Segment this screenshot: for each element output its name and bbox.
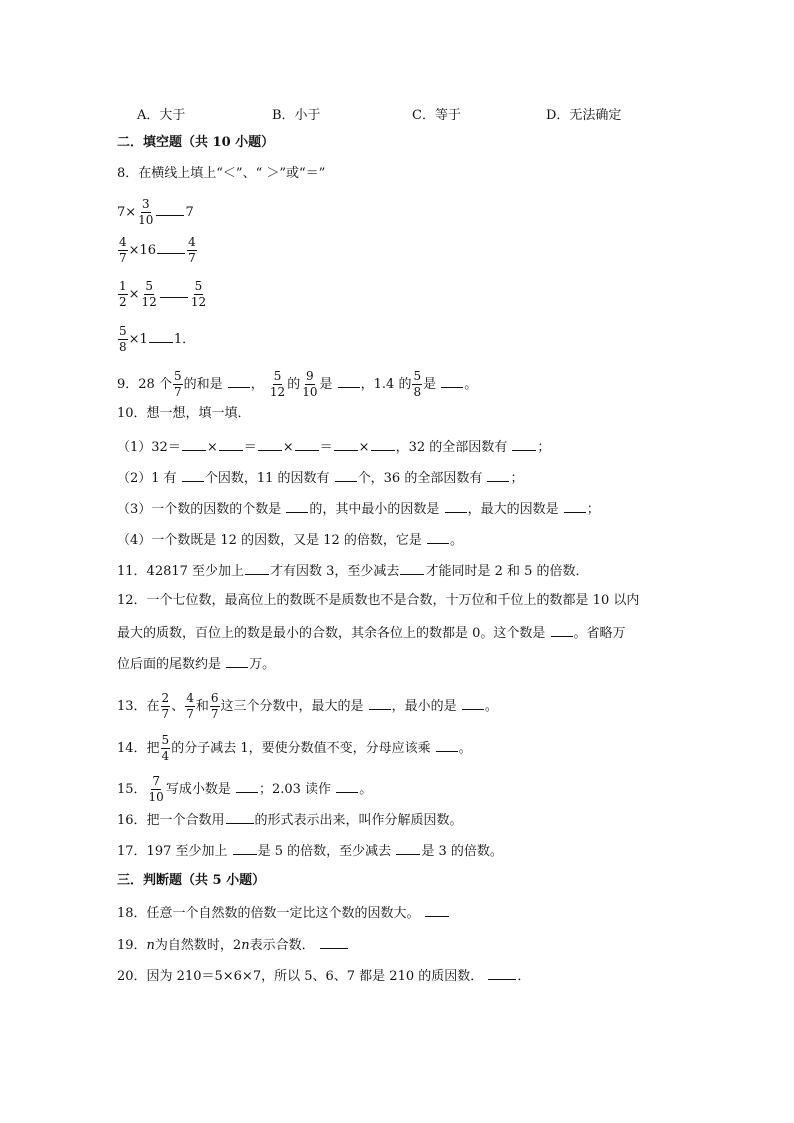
numerator: 4 bbox=[188, 235, 196, 249]
question-8-row-4 bbox=[117, 325, 195, 354]
question-text: 的，其中最小的因数是 bbox=[309, 502, 440, 517]
question-16 bbox=[117, 811, 463, 829]
section-title-true-false: 三．判断题（共 5 小题） bbox=[117, 873, 266, 888]
question-text: ，最大的因数是 bbox=[467, 502, 559, 517]
fraction bbox=[118, 236, 128, 265]
numerator: 6 bbox=[210, 691, 219, 705]
answer-blank[interactable] bbox=[369, 697, 391, 710]
fraction bbox=[187, 236, 197, 265]
fraction bbox=[412, 370, 422, 399]
question-10-part-3 bbox=[117, 500, 600, 518]
fraction bbox=[118, 280, 128, 309]
answer-blank[interactable] bbox=[488, 967, 516, 980]
question-19 bbox=[117, 936, 349, 954]
question-text: ； bbox=[537, 440, 551, 455]
answer-blank[interactable] bbox=[182, 438, 206, 451]
question-text: 13．在 bbox=[117, 699, 160, 714]
question-12-line-2 bbox=[117, 624, 626, 642]
answer-blank[interactable] bbox=[226, 811, 254, 824]
question-text: ； bbox=[586, 502, 600, 517]
fraction bbox=[190, 280, 207, 309]
denominator: 7 bbox=[119, 251, 127, 265]
question-text: ， bbox=[250, 377, 264, 392]
fraction bbox=[210, 692, 220, 721]
question-11 bbox=[117, 562, 589, 580]
question-text: 11．42817 至少加上 bbox=[117, 564, 245, 579]
fraction bbox=[269, 370, 286, 399]
question-text: 。 bbox=[464, 377, 478, 392]
fraction bbox=[173, 370, 183, 399]
denominator: 12 bbox=[141, 295, 157, 309]
fraction bbox=[137, 198, 154, 227]
answer-blank[interactable] bbox=[338, 375, 360, 388]
question-text: （4）一个数既是 12 的因数，又是 12 的倍数，它是 bbox=[117, 533, 422, 548]
option-b[interactable]: B．小于 bbox=[272, 108, 321, 123]
numerator: 4 bbox=[186, 691, 194, 705]
question-text: 17．197 至少加上 bbox=[117, 844, 228, 859]
question-text: 和 bbox=[195, 699, 209, 714]
answer-blank[interactable] bbox=[371, 438, 395, 451]
answer-blank[interactable] bbox=[334, 438, 358, 451]
question-20 bbox=[117, 967, 530, 985]
question-text: ＝ bbox=[319, 440, 333, 455]
question-text: 这三个分数中，最大的是 bbox=[220, 699, 364, 714]
question-text: 16．把一个合数用 bbox=[117, 813, 225, 828]
numerator: 5 bbox=[145, 279, 153, 293]
expr-text: 1． bbox=[173, 332, 196, 347]
question-8-stem: 8．在横线上填上“＜”、“ ＞”或“＝” bbox=[117, 166, 326, 181]
answer-blank[interactable] bbox=[436, 739, 458, 752]
answer-blank[interactable] bbox=[396, 842, 420, 855]
question-text: 。 bbox=[359, 782, 373, 797]
variable-n: n bbox=[241, 938, 250, 953]
numerator: 3 bbox=[141, 197, 150, 211]
question-text: ，1.4 的 bbox=[360, 377, 412, 392]
question-text: × bbox=[358, 440, 370, 455]
fraction bbox=[118, 325, 128, 354]
question-text: × bbox=[206, 440, 218, 455]
question-text: 位后面的尾数约是 bbox=[117, 657, 222, 672]
question-text: 的和是 bbox=[183, 377, 223, 392]
question-text: ． bbox=[517, 969, 531, 984]
question-text: （1）32＝ bbox=[117, 440, 181, 455]
question-text: ；2.03 读作 bbox=[258, 782, 332, 797]
question-text: 最大的质数，百位上的数是最小的合数，其余各位上的数都是 0。这个数是 bbox=[117, 626, 546, 641]
numerator: 2 bbox=[161, 691, 170, 705]
question-10-part-4 bbox=[117, 531, 463, 549]
question-text: 的形式表示出来，叫作分解质因数。 bbox=[254, 813, 463, 828]
answer-blank[interactable] bbox=[295, 438, 319, 451]
answer-blank[interactable] bbox=[226, 655, 248, 668]
answer-blank[interactable] bbox=[425, 904, 449, 917]
question-text: 。省略万 bbox=[573, 626, 626, 641]
answer-blank[interactable] bbox=[320, 936, 348, 949]
question-12-line-1: 12．一个七位数，最高位上的数既不是质数也不是合数，十万位和千位上的数都是 10 以内 bbox=[117, 593, 640, 608]
question-text: 表示合数． bbox=[249, 938, 315, 953]
answer-blank[interactable] bbox=[286, 500, 308, 513]
expr-text: 7 bbox=[185, 205, 194, 220]
answer-blank[interactable] bbox=[445, 500, 467, 513]
denominator: 10 bbox=[138, 213, 154, 227]
question-text: 9．28 个 bbox=[117, 377, 172, 392]
question-13 bbox=[117, 692, 498, 721]
answer-blank[interactable] bbox=[487, 469, 509, 482]
numerator: 5 bbox=[194, 279, 203, 293]
question-text: 。 bbox=[458, 741, 472, 756]
answer-blank[interactable] bbox=[233, 842, 257, 855]
denominator: 2 bbox=[119, 295, 127, 309]
question-18 bbox=[117, 904, 450, 922]
answer-blank[interactable] bbox=[462, 697, 484, 710]
question-9 bbox=[117, 370, 477, 399]
question-8-row-3 bbox=[117, 280, 208, 309]
denominator: 10 bbox=[302, 385, 318, 399]
answer-blank[interactable] bbox=[512, 438, 536, 451]
question-text: 是 bbox=[423, 377, 437, 392]
denominator: 7 bbox=[173, 385, 182, 399]
question-text: 14．把 bbox=[117, 741, 160, 756]
numerator: 5 bbox=[173, 369, 182, 383]
question-text: 才有因数 3，至少减去 bbox=[270, 564, 400, 579]
question-text: 写成小数是 bbox=[165, 782, 231, 797]
answer-blank[interactable] bbox=[400, 562, 424, 575]
numerator: 5 bbox=[119, 324, 127, 338]
fraction bbox=[141, 280, 158, 309]
answer-blank[interactable] bbox=[258, 438, 282, 451]
denominator: 7 bbox=[210, 707, 219, 721]
question-text: 才能同时是 2 和 5 的倍数． bbox=[425, 564, 589, 579]
expr-text: ×16 bbox=[128, 243, 157, 258]
fraction bbox=[148, 775, 165, 804]
question-8-row-2 bbox=[117, 236, 198, 265]
question-text: 20．因为 210＝5×6×7，所以 5、6、7 都是 210 的质因数． bbox=[117, 969, 484, 984]
answer-blank[interactable] bbox=[564, 500, 586, 513]
question-text: 15． bbox=[117, 782, 147, 797]
numerator: 1 bbox=[119, 279, 127, 293]
numerator: 5 bbox=[273, 369, 282, 383]
fraction bbox=[161, 734, 171, 763]
answer-blank[interactable] bbox=[160, 285, 188, 298]
question-10-part-2 bbox=[117, 469, 524, 487]
question-text: 的分子减去 1，要使分数值不变，分母应该乘 bbox=[171, 741, 431, 756]
question-10-stem: 10．想一想，填一填． bbox=[117, 406, 251, 421]
question-text: ； bbox=[510, 471, 524, 486]
answer-blank[interactable] bbox=[157, 241, 185, 254]
answer-blank[interactable] bbox=[336, 780, 358, 793]
option-a[interactable]: A．大于 bbox=[137, 108, 186, 123]
fraction bbox=[185, 692, 195, 721]
question-text: 是 3 的倍数。 bbox=[421, 844, 503, 859]
answer-blank[interactable] bbox=[236, 780, 258, 793]
question-text: ＝ bbox=[243, 440, 257, 455]
question-text: 万。 bbox=[249, 657, 276, 672]
question-text: × bbox=[282, 440, 294, 455]
denominator: 7 bbox=[161, 707, 170, 721]
numerator: 5 bbox=[161, 733, 170, 747]
answer-blank[interactable] bbox=[182, 469, 204, 482]
answer-blank[interactable] bbox=[245, 562, 269, 575]
answer-blank[interactable] bbox=[156, 203, 184, 216]
answer-blank[interactable] bbox=[335, 469, 357, 482]
section-title-fill-blank: 二．填空题（共 10 小题） bbox=[117, 135, 275, 150]
fraction bbox=[301, 370, 318, 399]
question-text: 为自然数时，2 bbox=[154, 938, 242, 953]
question-text: ，最小的是 bbox=[391, 699, 457, 714]
answer-blank[interactable] bbox=[551, 624, 573, 637]
denominator: 12 bbox=[269, 385, 286, 399]
question-text: 。 bbox=[484, 699, 498, 714]
denominator: 4 bbox=[161, 749, 170, 763]
question-text: （2）1 有 bbox=[117, 471, 177, 486]
question-text: 、 bbox=[171, 699, 185, 714]
option-d[interactable]: D．无法确定 bbox=[546, 108, 622, 123]
question-text: ，32 的全部因数有 bbox=[395, 440, 508, 455]
numerator: 7 bbox=[152, 774, 160, 788]
denominator: 12 bbox=[190, 295, 207, 309]
answer-blank[interactable] bbox=[219, 438, 243, 451]
expr-text: × bbox=[128, 287, 140, 302]
question-text: （3）一个数的因数的个数是 bbox=[117, 502, 282, 517]
question-10-part-1 bbox=[117, 438, 550, 456]
numerator: 9 bbox=[306, 369, 314, 383]
question-text: 是 bbox=[319, 377, 333, 392]
question-12-line-3 bbox=[117, 655, 275, 673]
question-text: 19． bbox=[117, 938, 147, 953]
answer-blank[interactable] bbox=[228, 375, 250, 388]
question-text: 个因数，11 的因数有 bbox=[204, 471, 330, 486]
denominator: 7 bbox=[186, 707, 194, 721]
numerator: 4 bbox=[119, 235, 127, 249]
question-text: 个，36 的全部因数有 bbox=[357, 471, 483, 486]
expr-text: ×1 bbox=[128, 332, 148, 347]
denominator: 8 bbox=[413, 385, 422, 399]
question-text: 的 bbox=[287, 377, 301, 392]
numerator: 5 bbox=[413, 369, 422, 383]
question-8-row-1 bbox=[117, 198, 194, 227]
denominator: 8 bbox=[119, 340, 127, 354]
question-15 bbox=[117, 775, 372, 804]
denominator: 7 bbox=[188, 251, 196, 265]
option-c[interactable]: C．等于 bbox=[412, 108, 461, 123]
fraction bbox=[161, 692, 171, 721]
expr-text: 7× bbox=[117, 205, 137, 220]
answer-blank[interactable] bbox=[441, 375, 463, 388]
question-17 bbox=[117, 842, 503, 860]
question-14 bbox=[117, 734, 472, 763]
denominator: 10 bbox=[148, 790, 164, 804]
answer-blank[interactable] bbox=[427, 531, 449, 544]
question-text: 18．任意一个自然数的倍数一定比这个数的因数大。 bbox=[117, 906, 420, 921]
variable-n: n bbox=[146, 938, 155, 953]
question-text: 。 bbox=[450, 533, 464, 548]
answer-blank[interactable] bbox=[149, 330, 173, 343]
question-text: 是 5 的倍数，至少减去 bbox=[257, 844, 392, 859]
